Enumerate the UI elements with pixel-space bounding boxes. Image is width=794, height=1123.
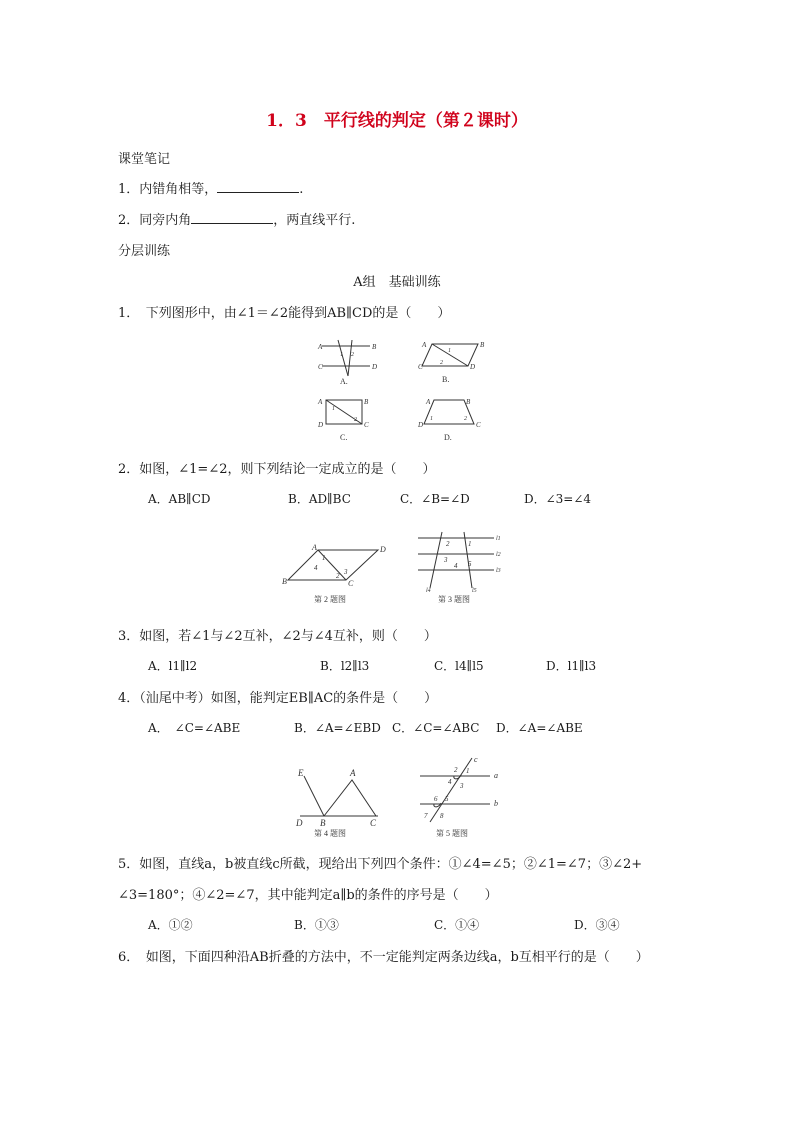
note-item-1 [118,178,303,197]
svg-text:D: D [418,421,424,429]
svg-text:3: 3 [444,556,448,564]
svg-text:1: 1 [448,348,451,354]
q4-option-b[interactable]: B．∠A=∠EBD [294,721,381,735]
q4-caption: 第 4 题图 [314,829,346,838]
svg-text:4: 4 [448,778,452,786]
q3-option-b[interactable]: B．l2∥l3 [320,659,370,673]
svg-text:2: 2 [440,360,443,366]
q1-label-d: D. [444,433,452,442]
notes-heading: 课堂笔记 [118,152,171,167]
q2-caption: 第 2 题图 [314,595,346,604]
svg-text:1: 1 [340,352,343,358]
svg-text:1: 1 [322,554,326,562]
svg-text:E: E [298,768,304,778]
svg-text:2: 2 [336,572,340,580]
svg-text:1: 1 [332,406,335,412]
q2-option-b[interactable]: B．AD∥BC [288,492,351,506]
question-3-stem: 3．如图，若∠1与∠2互补，∠2与∠4互补，则（ ） [118,629,437,644]
q1-figure-a [318,338,378,386]
svg-text:l1: l1 [496,536,501,542]
svg-text:l2: l2 [496,552,501,558]
q5-figure [414,756,514,842]
q1-figure-c [318,396,378,444]
svg-text:4: 4 [454,562,458,570]
question-2-stem: 2．如图，∠1=∠2，则下列结论一定成立的是（ ） [118,462,436,477]
question-5-stem-line-2: ∠3=180°；④∠2=∠7，其中能判定a∥b的条件的序号是（ ） [118,888,498,903]
svg-text:D: D [380,545,386,554]
svg-text:A: A [426,398,431,406]
q4-option-a[interactable]: A． ∠C=∠ABE [148,721,241,735]
q1-label-b: B. [442,375,450,384]
svg-text:C: C [418,363,423,371]
svg-text:5: 5 [445,795,449,803]
q4-option-d[interactable]: D．∠A=∠ABE [496,721,583,735]
svg-text:2: 2 [351,352,354,358]
note-item-1-text: 1．内错角相等， [118,182,218,197]
q2-option-d[interactable]: D．∠3=∠4 [524,492,592,506]
svg-text:A: A [350,768,356,778]
q3-option-d[interactable]: D．l1∥l3 [546,659,597,673]
q2-figure [282,542,392,608]
svg-text:6: 6 [434,795,438,803]
q3-figure [412,530,512,608]
note-item-1-end: . [299,182,304,197]
svg-text:B: B [282,577,287,586]
q1-label-a: A. [340,377,348,386]
q1-figure-d [418,396,488,444]
svg-text:c: c [474,755,478,764]
svg-text:C: C [348,579,354,588]
svg-text:A: A [318,343,323,351]
q3-option-a[interactable]: A．l1∥l2 [148,659,198,673]
svg-text:8: 8 [440,812,444,820]
svg-text:D: D [318,421,324,429]
answer-blank[interactable] [191,211,273,224]
svg-text:B: B [480,341,485,349]
q3-option-c[interactable]: C．l4∥l5 [434,659,484,673]
svg-text:D: D [372,363,378,371]
answer-blank[interactable] [217,180,299,193]
q1-label-c: C. [340,433,348,442]
svg-text:2: 2 [464,416,467,422]
question-5-stem-line-1: 5．如图，直线a，b被直线c所截，现给出下列四个条件：①∠4=∠5；②∠1=∠7；③∠2+ [118,857,643,872]
svg-text:2: 2 [354,417,357,423]
q5-option-a[interactable]: A．①② [148,918,193,932]
q5-option-b[interactable]: B．①③ [294,918,339,932]
q4-option-c[interactable]: C．∠C=∠ABC [392,721,480,735]
svg-text:l4: l4 [426,588,431,594]
svg-text:2: 2 [446,540,450,548]
svg-text:7: 7 [424,812,428,820]
svg-text:C: C [476,421,481,429]
svg-text:B: B [466,398,471,406]
question-4-stem: 4．（汕尾中考）如图，能判定EB∥AC的条件是（ ） [118,691,438,706]
svg-text:A: A [312,543,317,552]
svg-text:A: A [422,341,427,349]
question-1-stem: 1． 下列图形中，由∠1＝∠2能得到AB∥CD的是（ ） [118,306,451,321]
page-title: 1．3 平行线的判定（第２课时） [266,111,528,131]
training-heading: 分层训练 [118,244,171,259]
svg-text:2: 2 [454,766,458,774]
svg-text:D: D [296,818,303,828]
q3-caption: 第 3 题图 [438,595,470,604]
svg-text:1: 1 [468,540,472,548]
svg-text:a: a [494,771,498,780]
group-a-heading: A组 基础训练 [353,275,441,290]
note-item-2-text: 2．同旁内角 [118,213,192,228]
svg-text:l5: l5 [472,588,477,594]
svg-text:C: C [370,818,377,828]
svg-text:b: b [494,799,498,808]
svg-text:C: C [318,363,323,371]
q5-option-c[interactable]: C．①④ [434,918,480,932]
svg-text:4: 4 [314,564,318,572]
q4-figure [296,764,386,842]
q5-caption: 第 5 题图 [436,829,468,838]
svg-text:D: D [470,363,476,371]
q2-option-a[interactable]: A．AB∥CD [148,492,211,506]
note-item-2 [118,209,355,228]
q1-figure-b [418,338,488,386]
svg-text:l3: l3 [496,568,501,574]
svg-text:3: 3 [344,568,348,576]
q5-option-d[interactable]: D．③④ [574,918,620,932]
svg-text:A: A [318,398,323,406]
svg-text:B: B [320,818,326,828]
svg-text:5: 5 [468,560,472,568]
svg-text:3: 3 [460,782,464,790]
q2-option-c[interactable]: C．∠B=∠D [400,492,470,506]
svg-text:1: 1 [430,416,433,422]
svg-text:C: C [364,421,369,429]
note-item-2-end: ，两直线平行. [273,213,356,228]
svg-text:B: B [372,343,377,351]
svg-text:1: 1 [466,767,470,775]
svg-text:B: B [364,398,369,406]
question-6-stem: 6． 如图，下面四种沿AB折叠的方法中，不一定能判定两条边线a，b互相平行的是（ ） [118,950,649,965]
